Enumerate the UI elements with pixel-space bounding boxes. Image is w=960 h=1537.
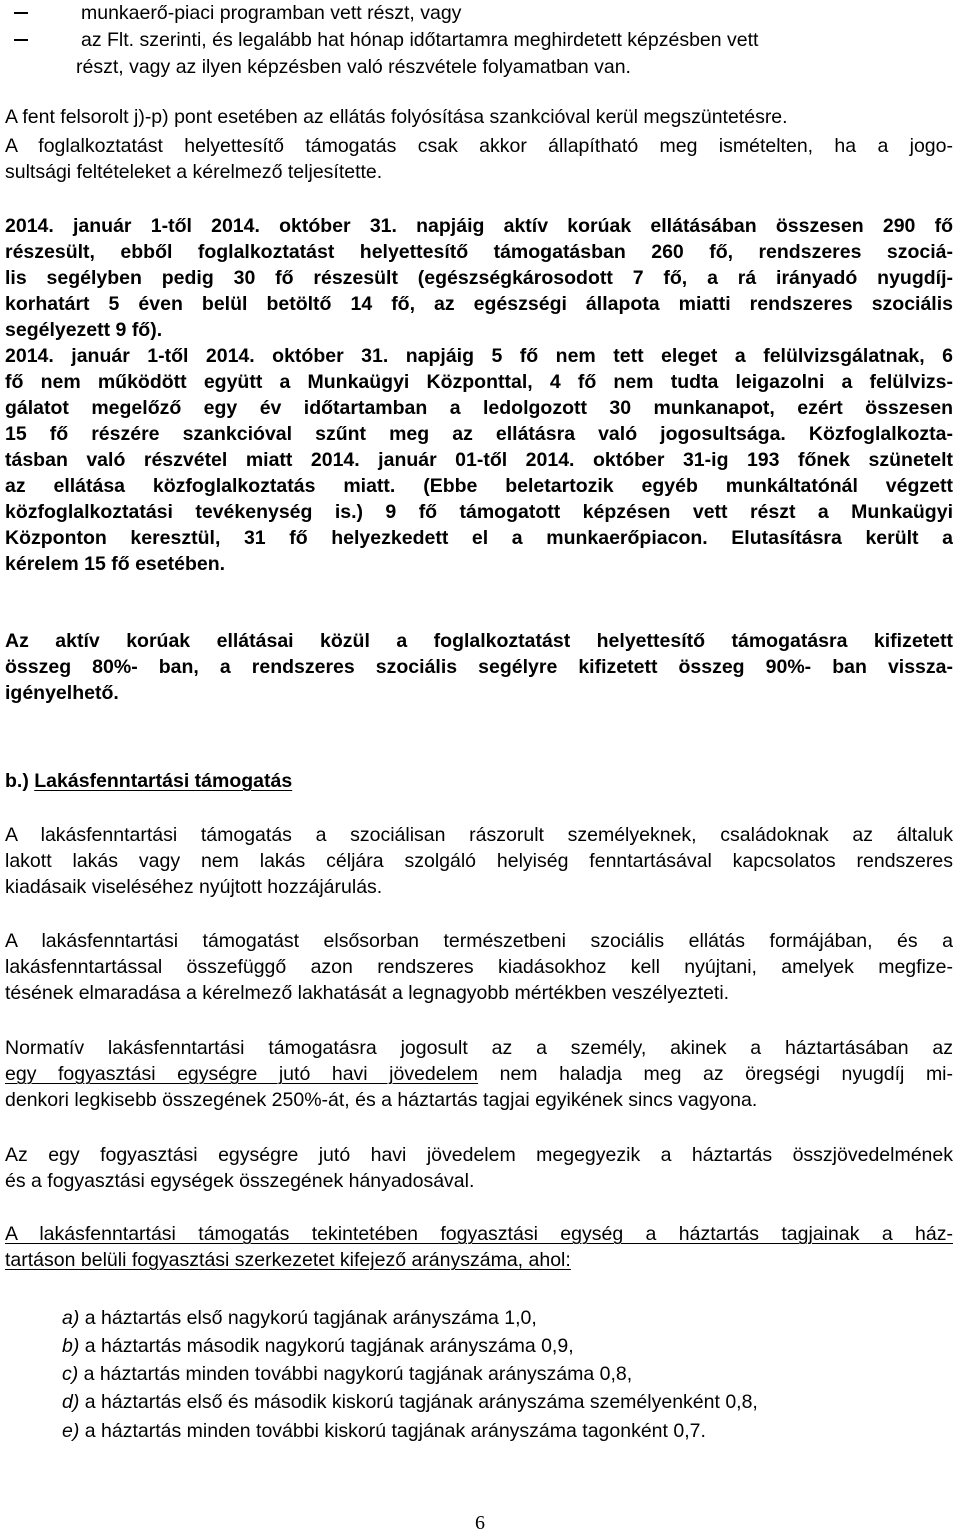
bullet-item: [5, 0, 953, 26]
bullet-text: az Flt. szerinti, és legalább hat hónap időtartamra meghirdetett képzésben vett: [81, 29, 759, 51]
list-item: c) a háztartás minden további nagykorú tagjának arányszáma 0,8,: [62, 1363, 633, 1385]
bullet-text: munkaerő-piaci programban vett részt, vagy: [81, 2, 462, 24]
bullet-item: [5, 27, 953, 53]
dash-bullet-icon: [14, 12, 28, 14]
list-item: b) a háztartás második nagykorú tagjának arányszáma 0,9,: [62, 1335, 574, 1357]
dash-bullet-icon: [14, 39, 28, 41]
list-item: a) a háztartás első nagykorú tagjának arányszáma 1,0,: [62, 1307, 537, 1329]
section-title: Lakásfenntartási támogatás: [34, 770, 293, 792]
paragraph-statistics-sanctions: 2014. január 1-től 2014. október 31. napjáig 5 fő nem tett eleget a felülvizsgálatnak, 6 fő nem működött együtt a Munkaügyi Központtal, 4 fő nem tudta leigazolni a felülvizs- gálatot megelőző egy év időtartamban a ledolgozott 30 munkanapot, ezért összesen 15 fő részére szankcióval szűnt meg az ellátásra való jogosultsága. Közfoglalkozta- tásban való részvétel miatt 2014. január 01-től 2014. október 31-ig 193 főnek szünetelt az ellátása közfoglalkoztatás miatt. (Ebbe beletartozik egyéb munkáltatónál végzett közfoglalkoztatási tevékenység is.) 9 fő támogatott képzésen vett részt a Munkaügyi Központon keresztül, 31 fő helyezkedett el a munkaerőpiacon. Elutasításra került a kérelem 15 fő esetében.: [5, 345, 953, 575]
list-item: d) a háztartás első és második kiskorú tagjának arányszáma személyenként 0,8,: [62, 1391, 758, 1413]
underlined-term: egy fogyasztási egységre jutó havi jövedelem: [5, 1063, 479, 1085]
paragraph-consumption-unit: A lakásfenntartási támogatás tekintetében fogyasztási egység a háztartás tagjainak a ház- tartáson belüli fogyasztási szerkezetet kifejező arányszáma, ahol:: [5, 1223, 953, 1271]
paragraph-reimbursement: Az aktív korúak ellátásai közül a foglalkoztatást helyettesítő támogatásra kifizetett összeg 80%- ban, a rendszeres szociális segélyre kifizetett összeg 90%- ban vissza- igényelhető.: [5, 630, 953, 704]
date-range: 2014. január 1-től 2014. október 31.: [5, 345, 389, 367]
paragraph-income-per-unit: Az egy fogyasztási egységre jutó havi jövedelem megegyezik a háztartás összjövedelmének és a fogyasztási egységek összegének hányadosával.: [5, 1144, 953, 1192]
paragraph-definition: A lakásfenntartási támogatás a szociálisan rászorult személyeknek, családoknak az általuk lakott lakás vagy nem lakás céljára szolgáló helyiség fenntartásával kapcsolatos rendszeres kiadásaik viseléséhez nyújtott hozzájárulás.: [5, 824, 953, 898]
section-heading: [5, 768, 953, 794]
date-range: 2014. január 1-től 2014. október 31.: [5, 215, 397, 237]
bullet-continuation: részt, vagy az ilyen képzésben való részvétele folyamatban van.: [76, 56, 631, 78]
list-item: e) a háztartás minden további kiskorú tagjának arányszáma tagonként 0,7.: [62, 1420, 706, 1442]
paragraph-statistics-recipients: 2014. január 1-től 2014. október 31. napjáig aktív korúak ellátásában összesen 290 fő részesült, ebből foglalkoztatást helyettesítő támogatásban 260 fő, rendszeres szociá- lis segélyben pedig 30 fő részesült (egészségkárosodott 7 fő, a rá irányadó nyugdíj- korhatárt 5 éven belül betöltő 14 fő, az egészségi állapota miatti rendszeres szociális segélyezett 9 fő).: [5, 215, 953, 341]
section-number: b.): [5, 770, 29, 792]
paragraph-eligibility: A foglalkoztatást helyettesítő támogatás csak akkor állapítható meg ismételten, ha a jogo- sultsági feltételeket a kérelmező teljesítette.: [5, 135, 953, 183]
paragraph-normative: Normatív lakásfenntartási támogatásra jogosult az a személy, akinek a háztartásában az egy fogyasztási egységre jutó havi jövedelem nem haladja meg az öregségi nyugdíj mi- denkori legkisebb összegének 250%-át, és a háztartás tagjai egyikének sincs vagyona.: [5, 1037, 953, 1111]
page-number: 6: [475, 1512, 485, 1534]
paragraph-form: A lakásfenntartási támogatást elsősorban természetbeni szociális ellátás formájában, és a lakásfenntartással összefüggő azon rendszeres kiadásokhoz kell nyújtani, amelyek megfize- tésének elmaradása a kérelmező lakhatását a legnagyobb mértékben veszélyezteti.: [5, 930, 953, 1004]
paragraph-sanction: A fent felsorolt j)-p) pont esetében az ellátás folyósítása szankcióval kerül megszüntetésre.: [5, 106, 788, 128]
